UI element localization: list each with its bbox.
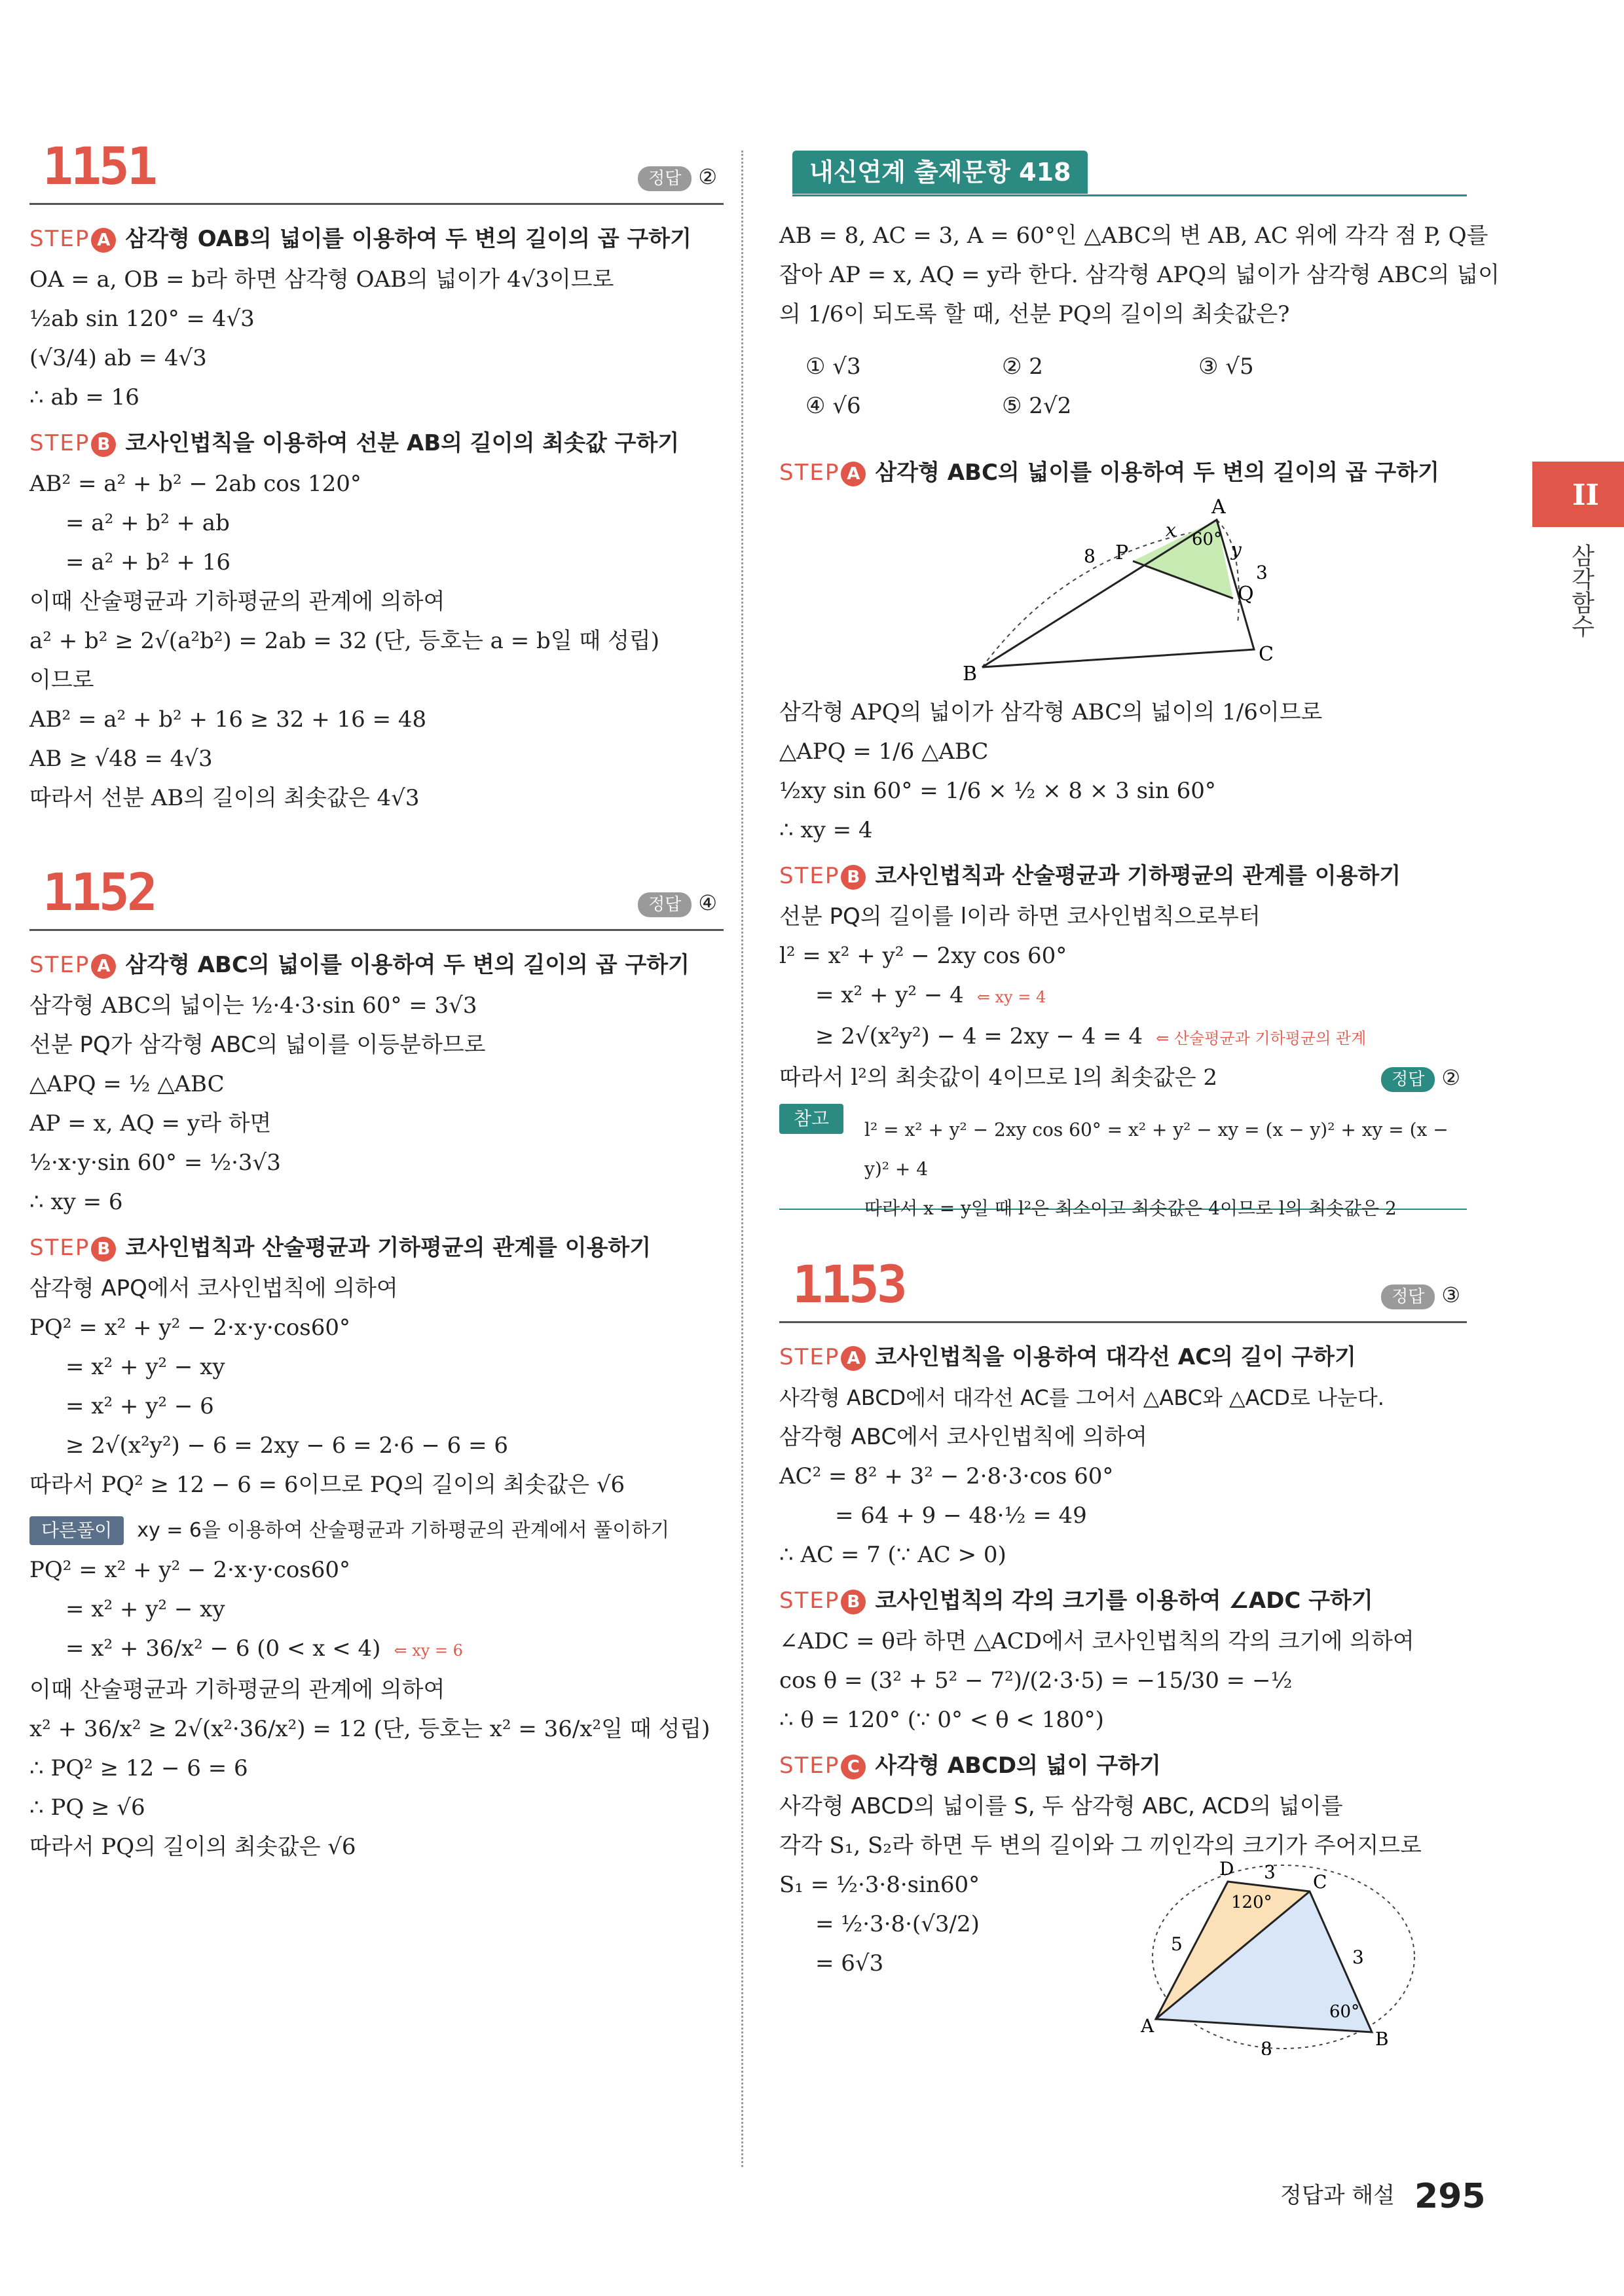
solution-line <box>779 1058 1467 1097</box>
step-tag: STEP <box>779 460 840 486</box>
step-title: 코사인법칙의 각의 크기를 이용하여 ∠ADC 구하기 <box>875 1588 1373 1614</box>
step-letter: A <box>841 1346 866 1371</box>
column-divider <box>741 151 743 2167</box>
answer-badge: 정답 <box>638 892 692 917</box>
side-note: ⇐ 산술평균과 기하평균의 관계 <box>1156 1029 1367 1048</box>
alt-title: xy = 6을 이용하여 산술평균과 기하평균의 관계에서 풀이하기 <box>137 1519 670 1542</box>
step-a <box>29 944 724 986</box>
solution-line: ½·x·y·sin 60° = ½·3√3 <box>29 1150 281 1176</box>
solution-text: 따라서 l²의 최솟값이 4이므로 l의 최솟값은 2 <box>779 1065 1217 1091</box>
choice: ① √3 <box>805 354 861 380</box>
reference-tag: 참고 <box>779 1104 843 1134</box>
question-line: 의 1/6이 되도록 할 때, 선분 PQ의 길이의 최솟값은? <box>779 301 1290 327</box>
step-c <box>779 1745 1467 1787</box>
solution-line: 각각 S₁, S₂라 하면 두 변의 길이와 그 끼인각의 크기가 주어지므로 <box>779 1832 1422 1859</box>
solution-line: ∴ PQ² ≥ 12 − 6 = 6 <box>29 1755 248 1781</box>
chapter-tab <box>1532 462 1624 527</box>
label-side3: 3 <box>1256 562 1268 583</box>
step-tag: STEP <box>779 1344 840 1370</box>
page-number: 295 <box>1414 2177 1486 2216</box>
side-note: ⇐ xy = 6 <box>394 1641 463 1660</box>
answer <box>1381 1283 1460 1309</box>
right-column <box>779 151 1500 2062</box>
solution-line: ∴ xy = 6 <box>29 1189 123 1215</box>
label-angle-b: 60° <box>1329 2002 1360 2022</box>
label-x: x <box>1166 519 1176 541</box>
label-dc: 3 <box>1264 1861 1276 1883</box>
label-side8: 8 <box>1084 545 1096 567</box>
solution-line: = x² + y² − 6 <box>65 1393 214 1419</box>
problem-number: 1152 <box>43 864 155 922</box>
step-title: 코사인법칙과 산술평균과 기하평균의 관계를 이용하기 <box>125 1235 652 1261</box>
answer-badge: 정답 <box>1381 1067 1435 1092</box>
answer-value: ③ <box>1441 1283 1460 1307</box>
answer <box>638 164 717 191</box>
step-letter: B <box>841 1590 866 1614</box>
solution-text: = x² + y² − 4 <box>815 982 964 1008</box>
choice: ④ √6 <box>805 393 861 419</box>
page-footer <box>1280 2177 1486 2216</box>
solution-line: = x² + y² − xy <box>65 1354 225 1380</box>
step-title: 코사인법칙을 이용하여 대각선 AC의 길이 구하기 <box>875 1344 1356 1370</box>
solution-line: 삼각형 APQ에서 코사인법칙에 의하여 <box>29 1275 398 1302</box>
solution-line: AC² = 8² + 3² − 2·8·3·cos 60° <box>779 1463 1114 1489</box>
solution-line: 삼각형 ABC에서 코사인법칙에 의하여 <box>779 1424 1147 1450</box>
answer <box>638 890 717 917</box>
solution-line: 이때 산술평균과 기하평균의 관계에 의하여 <box>29 1677 445 1703</box>
label-angle: 60° <box>1192 530 1223 549</box>
section-header <box>779 151 1467 196</box>
solution-line: ∴ θ = 120° (∵ 0° < θ < 180°) <box>779 1707 1104 1733</box>
solution-line: △APQ = ½ △ABC <box>29 1071 225 1097</box>
problem-header <box>29 131 724 205</box>
step-title: 사각형 ABCD의 넓이 구하기 <box>875 1753 1161 1779</box>
solution-line: ½xy sin 60° = 1/6 × ½ × 8 × 3 sin 60° <box>779 778 1216 804</box>
answer-value: ② <box>1441 1065 1460 1090</box>
solution-line: = 64 + 9 − 48·½ = 49 <box>835 1503 1087 1529</box>
label-ad: 5 <box>1171 1933 1183 1955</box>
solution-line: ∴ AC = 7 (∵ AC > 0) <box>779 1542 1006 1568</box>
solution-line <box>779 1017 1467 1058</box>
label-cb: 3 <box>1352 1946 1364 1968</box>
step-tag: STEP <box>29 226 90 252</box>
solution-line: 선분 PQ의 길이를 l이라 하면 코사인법칙으로부터 <box>779 903 1261 930</box>
answer-badge: 정답 <box>1381 1285 1435 1309</box>
label-y: y <box>1231 539 1242 560</box>
step-tag: STEP <box>779 1588 840 1614</box>
problem-1152 <box>29 857 724 1867</box>
question-line: 잡아 AP = x, AQ = y라 한다. 삼각형 APQ의 넓이가 삼각형 ABC의 넓이 <box>779 262 1500 288</box>
area-block <box>779 1858 1467 2062</box>
problem-header <box>29 857 724 931</box>
solution-line <box>779 975 1467 1017</box>
solution-line: 따라서 선분 AB의 길이의 최솟값은 4√3 <box>29 785 420 811</box>
solution-line: = x² + y² − xy <box>65 1596 225 1622</box>
solution-line: S₁ = ½·3·8·sin60° <box>779 1872 980 1898</box>
answer <box>1381 1058 1460 1097</box>
answer-value: ② <box>698 164 717 189</box>
solution-text: ≥ 2√(x²y²) − 4 = 2xy − 4 = 4 <box>815 1023 1143 1049</box>
solution-text: = x² + 36/x² − 6 (0 < x < 4) <box>65 1635 381 1662</box>
solution-line: l² = x² + y² − 2xy cos 60° <box>779 943 1067 969</box>
problem-header <box>779 1249 1467 1323</box>
step-a <box>779 452 1467 494</box>
label-q: Q <box>1238 583 1254 606</box>
area-lines <box>779 1865 980 1983</box>
solution-line: 선분 PQ가 삼각형 ABC의 넓이를 이등분하므로 <box>29 1032 486 1058</box>
step-b <box>29 1227 724 1269</box>
problem-418 <box>779 151 1500 1219</box>
label-c: C <box>1313 1871 1327 1893</box>
step-a <box>29 218 724 260</box>
step-letter: A <box>91 228 116 253</box>
footer-label: 정답과 해설 <box>1280 2182 1395 2209</box>
step-letter: A <box>91 954 116 979</box>
step-tag: STEP <box>779 1753 840 1779</box>
solution-line: ∴ ab = 16 <box>29 384 139 410</box>
solution-line: (√3/4) ab = 4√3 <box>29 345 207 371</box>
solution-line: cos θ = (3² + 5² − 7²)/(2·3·5) = −15/30 = −½ <box>779 1667 1293 1694</box>
step-tag: STEP <box>29 430 90 456</box>
solution-line: △APQ = 1/6 △ABC <box>779 738 989 765</box>
solution-line: PQ² = x² + y² − 2·x·y·cos60° <box>29 1557 350 1583</box>
step-b <box>779 1580 1467 1622</box>
solution-line: ≥ 2√(x²y²) − 6 = 2xy − 6 = 2·6 − 6 = 6 <box>65 1432 508 1459</box>
side-note: ⇐ xy = 4 <box>976 988 1046 1006</box>
step-tag: STEP <box>29 952 90 978</box>
label-a: A <box>1141 2015 1154 2037</box>
choice: ② 2 <box>1002 354 1043 380</box>
solution-line: 이므로 <box>29 667 94 693</box>
label-angle-d: 120° <box>1231 1893 1272 1912</box>
solution-line: ∠ADC = θ라 하면 △ACD에서 코사인법칙의 각의 크기에 의하여 <box>779 1628 1414 1654</box>
answer-value: ④ <box>698 890 717 915</box>
question-line: AB = 8, AC = 3, A = 60°인 △ABC의 변 AB, AC 위에 각각 점 P, Q를 <box>779 223 1488 249</box>
label-p: P <box>1115 541 1129 564</box>
chapter-tab-label: II <box>1572 479 1599 512</box>
step-letter: B <box>91 1237 116 1262</box>
solution-line: = a² + b² + 16 <box>65 549 231 575</box>
solution-line: AB ≥ √48 = 4√3 <box>29 746 213 772</box>
solution-line: AP = x, AQ = y라 하면 <box>29 1110 272 1137</box>
choice: ③ √5 <box>1198 354 1254 380</box>
step-letter: A <box>841 462 866 486</box>
solution-line: x² + 36/x² ≥ 2√(x²·36/x²) = 12 (단, 등호는 x² = 36/x²일 때 성립) <box>29 1716 710 1742</box>
step-title: 코사인법칙을 이용하여 선분 AB의 길이의 최솟값 구하기 <box>125 430 680 456</box>
problem-number: 1153 <box>792 1256 905 1315</box>
solution-line: OA = a, OB = b라 하면 삼각형 OAB의 넓이가 4√3이므로 <box>29 266 614 293</box>
step-title: 삼각형 ABC의 넓이를 이용하여 두 변의 길이의 곱 구하기 <box>875 460 1439 486</box>
problem-1153 <box>779 1249 1467 2062</box>
step-b <box>779 855 1467 897</box>
triangle-figure <box>779 494 1434 690</box>
label-d: D <box>1219 1858 1234 1880</box>
reference-line: l² = x² + y² − 2xy cos 60° = x² + y² − xy = (x − y)² + xy = (x − y)² + 4 <box>864 1119 1449 1180</box>
solution-line: 따라서 PQ² ≥ 12 − 6 = 6이므로 PQ의 길이의 최솟값은 √6 <box>29 1472 625 1498</box>
left-column <box>29 131 724 1867</box>
solution-line: 삼각형 ABC의 넓이는 ½·4·3·sin 60° = 3√3 <box>29 993 477 1019</box>
step-b <box>29 422 724 464</box>
step-tag: STEP <box>779 863 840 889</box>
label-a: A <box>1211 496 1226 519</box>
label-c: C <box>1259 643 1274 666</box>
step-title: 코사인법칙과 산술평균과 기하평균의 관계를 이용하기 <box>875 863 1401 889</box>
solution-line: PQ² = x² + y² − 2·x·y·cos60° <box>29 1315 350 1341</box>
solution-line: 이때 산술평균과 기하평균의 관계에 의하여 <box>29 589 445 615</box>
step-letter: B <box>91 432 116 457</box>
answer-badge: 정답 <box>638 166 692 191</box>
solution-line: 따라서 PQ의 길이의 최솟값은 √6 <box>29 1834 356 1860</box>
step-tag: STEP <box>29 1235 90 1261</box>
choice: ⑤ 2√2 <box>1002 393 1072 419</box>
choice-list <box>779 347 1467 426</box>
step-a <box>779 1336 1467 1378</box>
solution-line: a² + b² ≥ 2√(a²b²) = 2ab = 32 (단, 등호는 a = b일 때 성립) <box>29 628 660 654</box>
solution-line: 사각형 ABCD에서 대각선 AC를 그어서 △ABC와 △ACD로 나눈다. <box>779 1385 1384 1410</box>
solution-line: AB² = a² + b² + 16 ≥ 32 + 16 = 48 <box>29 706 427 733</box>
alt-tag: 다른풀이 <box>29 1516 124 1545</box>
solution-line: ∴ xy = 4 <box>779 817 873 843</box>
solution-line: ∴ PQ ≥ √6 <box>29 1795 145 1821</box>
label-b: B <box>963 663 978 685</box>
step-letter: B <box>841 865 866 890</box>
solution-line: AB² = a² + b² − 2ab cos 120° <box>29 471 361 497</box>
solution-line: 삼각형 APQ의 넓이가 삼각형 ABC의 넓이의 1/6이므로 <box>779 699 1323 725</box>
step-title: 삼각형 ABC의 넓이를 이용하여 두 변의 길이의 곱 구하기 <box>125 952 690 978</box>
quadrilateral-figure <box>1133 1846 1434 2055</box>
solution-line: 사각형 ABCD의 넓이를 S, 두 삼각형 ABC, ACD의 넓이를 <box>779 1793 1343 1819</box>
reference-text <box>864 1110 1467 1228</box>
chapter-title: 삼각함수 <box>1568 543 1595 638</box>
section-rule <box>792 194 1467 196</box>
reference-box <box>779 1104 1467 1219</box>
solution-line: ½ab sin 120° = 4√3 <box>29 306 255 332</box>
step-letter: C <box>841 1755 866 1779</box>
solution-line: = ½·3·8·(√3/2) <box>815 1911 980 1937</box>
problem-number: 1151 <box>43 137 155 196</box>
alt-solution-header <box>29 1510 724 1550</box>
label-b: B <box>1375 2028 1389 2050</box>
reference-line: 따라서 x = y일 때 l²은 최소이고 최솟값은 4이므로 l의 최솟값은 2 <box>864 1197 1397 1219</box>
problem-1151 <box>29 131 724 818</box>
section-tag: 내신연계 출제문항 418 <box>792 151 1088 194</box>
solution-line: = 6√3 <box>815 1950 884 1977</box>
label-ab: 8 <box>1261 2038 1272 2055</box>
step-title: 삼각형 OAB의 넓이를 이용하여 두 변의 길이의 곱 구하기 <box>125 226 692 252</box>
solution-line: = a² + b² + ab <box>65 510 230 536</box>
solution-line <box>29 1629 724 1670</box>
